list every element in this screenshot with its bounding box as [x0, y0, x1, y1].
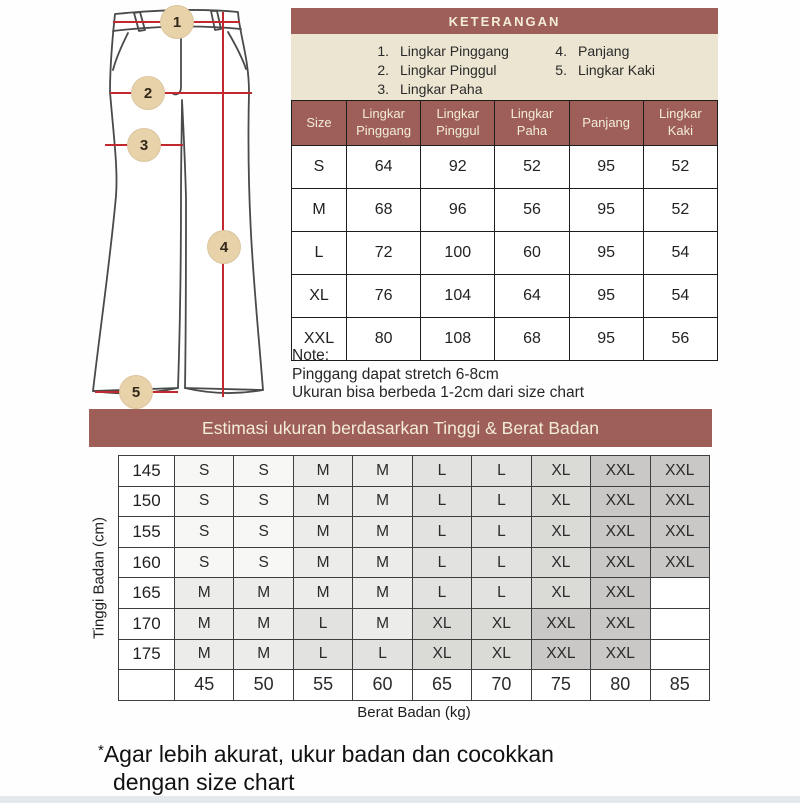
estimation-cell: M: [353, 547, 412, 578]
size-table-cell: 95: [569, 146, 643, 189]
note-line: Pinggang dapat stretch 6-8cm: [292, 365, 499, 383]
legend-item-number: 5.: [555, 62, 567, 78]
size-table-header: Lingkar Pinggang: [347, 101, 421, 146]
estimation-cell: M: [293, 486, 352, 517]
size-table-cell: XXL: [292, 318, 347, 361]
estimation-cell: XL: [531, 578, 590, 609]
size-table-cell: 95: [569, 318, 643, 361]
marker-5-leg-opening: 5: [119, 375, 153, 409]
estimation-row: [119, 486, 710, 517]
size-table-header: Lingkar Kaki: [643, 101, 717, 146]
marker-1-waist: 1: [160, 5, 194, 39]
estimation-cell: XXL: [591, 578, 650, 609]
estimation-row: [119, 639, 710, 670]
estimation-cell: S: [234, 547, 293, 578]
estimation-cell: M: [234, 639, 293, 670]
size-table-header: Lingkar Paha: [495, 101, 569, 146]
estimation-cell: S: [175, 456, 234, 487]
size-table-cell: 92: [421, 146, 495, 189]
legend-item: [549, 61, 655, 80]
weight-label-cell: 50: [234, 670, 293, 701]
legend-item-label: Panjang: [577, 43, 630, 59]
height-label-cell: 155: [119, 517, 175, 548]
estimation-cell: L: [472, 578, 531, 609]
estimation-cell: XXL: [531, 639, 590, 670]
estimation-cell: M: [293, 517, 352, 548]
estimation-cell: XXL: [650, 486, 710, 517]
estimation-cell: L: [412, 578, 471, 609]
estimation-cell: M: [293, 547, 352, 578]
estimation-cell: XXL: [650, 517, 710, 548]
weight-footer-row: [119, 670, 710, 701]
legend-item-label: Lingkar Kaki: [577, 62, 656, 78]
size-table-cell: 64: [495, 275, 569, 318]
size-table-cell: 76: [347, 275, 421, 318]
estimation-cell: XL: [472, 639, 531, 670]
size-table-cell: 100: [421, 232, 495, 275]
size-table-header: Size: [292, 101, 347, 146]
estimation-cell: M: [234, 578, 293, 609]
legend-title: KETERANGAN: [291, 8, 718, 34]
legend-item-number: 4.: [555, 43, 567, 59]
estimation-row: [119, 456, 710, 487]
size-table-cell: 54: [643, 232, 717, 275]
legend-item: [371, 61, 509, 80]
height-axis-label: Tinggi Badan (cm): [90, 517, 108, 639]
size-table-row: [292, 146, 718, 189]
legend-column-1: [371, 42, 509, 99]
legend-item: [371, 80, 509, 99]
estimation-cell: XXL: [650, 547, 710, 578]
size-table-cell: 52: [643, 146, 717, 189]
height-label-cell: 175: [119, 639, 175, 670]
weight-label-cell: 65: [412, 670, 471, 701]
estimation-cell: XXL: [531, 608, 590, 639]
legend-item: [549, 42, 655, 61]
weight-label-cell: 75: [531, 670, 590, 701]
height-label-cell: 145: [119, 456, 175, 487]
size-table-cell: 80: [347, 318, 421, 361]
accuracy-footnote: [98, 737, 554, 796]
estimation-cell: S: [175, 486, 234, 517]
weight-label-cell: 55: [293, 670, 352, 701]
estimation-cell: M: [293, 578, 352, 609]
asterisk: *: [98, 742, 104, 759]
size-table-cell: 64: [347, 146, 421, 189]
pants-illustration: [60, 0, 290, 410]
estimation-cell: M: [175, 578, 234, 609]
size-table-cell: 72: [347, 232, 421, 275]
size-table-cell: 54: [643, 275, 717, 318]
weight-label-cell: 60: [353, 670, 412, 701]
footnote-line-1: [98, 737, 554, 768]
estimation-cell: XL: [531, 517, 590, 548]
marker-2-hip: 2: [131, 76, 165, 110]
estimation-cell: XXL: [591, 639, 650, 670]
size-table-cell: 95: [569, 189, 643, 232]
estimation-cell: L: [293, 639, 352, 670]
estimation-cell: [650, 578, 710, 609]
legend-column-2: [549, 42, 655, 99]
estimation-cell: M: [353, 456, 412, 487]
estimation-cell: XXL: [591, 547, 650, 578]
footnote-line-2: dengan size chart: [113, 769, 295, 795]
size-table-header: Panjang: [569, 101, 643, 146]
estimation-cell: S: [175, 547, 234, 578]
note-line: Ukuran bisa berbeda 1-2cm dari size chart: [292, 384, 585, 401]
estimation-cell: M: [175, 608, 234, 639]
estimation-cell: L: [412, 486, 471, 517]
estimation-cell: XXL: [591, 456, 650, 487]
weight-label-cell: 45: [175, 670, 234, 701]
estimation-cell: XL: [531, 456, 590, 487]
estimation-cell: S: [234, 517, 293, 548]
legend-item-label: Lingkar Pinggul: [400, 62, 497, 78]
height-label-cell: 160: [119, 547, 175, 578]
weight-label-cell: 70: [472, 670, 531, 701]
estimation-row: [119, 578, 710, 609]
estimation-cell: XL: [531, 486, 590, 517]
estimation-cell: M: [234, 608, 293, 639]
estimation-cell: M: [353, 608, 412, 639]
size-table-cell: 108: [421, 318, 495, 361]
size-table-header-row: [292, 101, 718, 146]
size-table-cell: XL: [292, 275, 347, 318]
legend-item-label: Lingkar Pinggang: [400, 43, 509, 59]
size-table-cell: 56: [643, 318, 717, 361]
size-table-cell: 68: [495, 318, 569, 361]
corner-cell: [119, 670, 175, 701]
estimation-cell: L: [412, 517, 471, 548]
size-table-row: [292, 189, 718, 232]
marker-3-thigh: 3: [127, 128, 161, 162]
size-table-cell: 60: [495, 232, 569, 275]
weight-label-cell: 80: [591, 670, 650, 701]
legend-item-number: 2.: [377, 62, 389, 78]
size-table-cell: 56: [495, 189, 569, 232]
estimation-cell: L: [412, 456, 471, 487]
estimation-cell: XXL: [591, 608, 650, 639]
estimation-cell: M: [175, 639, 234, 670]
estimation-cell: XL: [412, 608, 471, 639]
size-table-cell: 95: [569, 275, 643, 318]
estimation-cell: [650, 608, 710, 639]
height-label-cell: 170: [119, 608, 175, 639]
height-label-cell: 150: [119, 486, 175, 517]
estimation-row: [119, 517, 710, 548]
estimation-cell: S: [234, 486, 293, 517]
estimation-banner: Estimasi ukuran berdasarkan Tinggi & Berat Badan: [89, 409, 712, 447]
estimation-cell: XL: [472, 608, 531, 639]
weight-label-cell: 85: [650, 670, 710, 701]
size-table-row: [292, 232, 718, 275]
footnote-text: Agar lebih akurat, ukur badan dan cocokkan: [103, 741, 554, 767]
legend-body: [291, 34, 718, 110]
bottom-edge-strip: [0, 796, 800, 803]
estimation-cell: M: [353, 578, 412, 609]
size-table-cell: 95: [569, 232, 643, 275]
estimation-cell: L: [472, 517, 531, 548]
estimation-cell: XL: [531, 547, 590, 578]
estimation-cell: L: [412, 547, 471, 578]
height-label-cell: 165: [119, 578, 175, 609]
estimation-row: [119, 608, 710, 639]
size-table-cell: 52: [495, 146, 569, 189]
estimation-row: [119, 547, 710, 578]
note-title: Note:: [292, 347, 330, 364]
estimation-cell: L: [472, 486, 531, 517]
estimation-cell: M: [353, 517, 412, 548]
legend-box: [291, 8, 718, 110]
estimation-cell: XL: [412, 639, 471, 670]
estimation-cell: XXL: [591, 517, 650, 548]
size-table-cell: 68: [347, 189, 421, 232]
pants-measurement-diagram: [60, 0, 290, 410]
estimation-cell: L: [472, 547, 531, 578]
estimation-cell: M: [293, 456, 352, 487]
size-measurement-table: [291, 100, 718, 361]
legend-item-label: Lingkar Paha: [400, 81, 483, 97]
size-table-row: [292, 275, 718, 318]
size-table-cell: L: [292, 232, 347, 275]
estimation-cell: XXL: [650, 456, 710, 487]
estimation-cell: M: [353, 486, 412, 517]
size-table-header: Lingkar Pinggul: [421, 101, 495, 146]
size-table-cell: 104: [421, 275, 495, 318]
height-weight-estimation-table: [118, 455, 710, 701]
legend-item-number: 1.: [377, 43, 389, 59]
note-block: [292, 347, 584, 403]
size-table-cell: 52: [643, 189, 717, 232]
estimation-cell: XXL: [591, 486, 650, 517]
weight-axis-label: Berat Badan (kg): [357, 704, 471, 721]
size-table-cell: M: [292, 189, 347, 232]
estimation-cell: L: [472, 456, 531, 487]
size-table-cell: 96: [421, 189, 495, 232]
legend-item-number: 3.: [377, 81, 389, 97]
estimation-cell: L: [293, 608, 352, 639]
estimation-cell: L: [353, 639, 412, 670]
marker-4-length: 4: [207, 230, 241, 264]
estimation-cell: S: [234, 456, 293, 487]
estimation-cell: [650, 639, 710, 670]
size-table-cell: S: [292, 146, 347, 189]
estimation-cell: S: [175, 517, 234, 548]
legend-item: [371, 42, 509, 61]
